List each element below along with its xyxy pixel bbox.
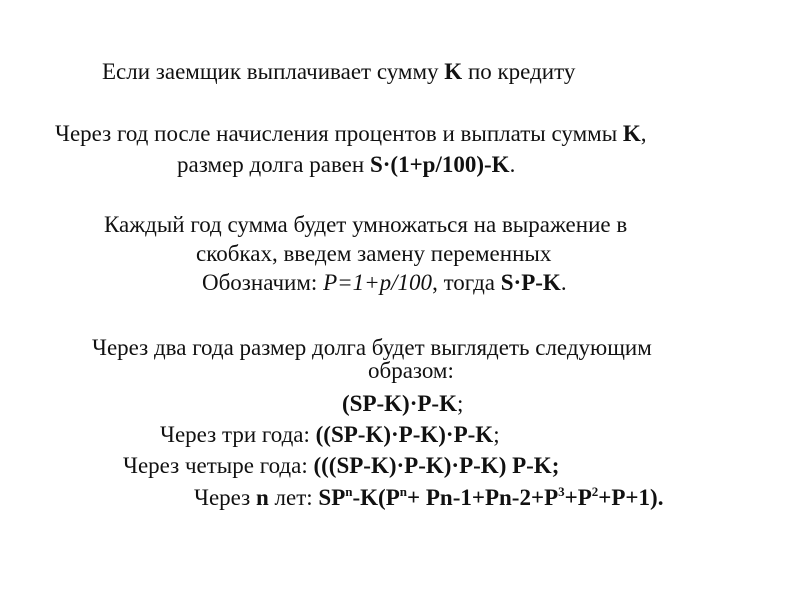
text: , xyxy=(640,121,647,146)
text: ; xyxy=(493,422,500,447)
bold-n: n xyxy=(255,485,269,510)
formula-part: +P xyxy=(564,485,592,510)
exponent: n xyxy=(345,484,353,499)
text: Если заемщик выплачивает сумму xyxy=(102,59,445,84)
text: по кредиту xyxy=(462,59,576,84)
exponent: 3 xyxy=(558,484,565,499)
text: Через xyxy=(194,485,256,510)
text: ; xyxy=(456,391,464,416)
text: Через два года размер долга будет выглядеть следующим xyxy=(92,335,652,360)
exponent: n xyxy=(399,484,407,499)
formula-part: -K(P xyxy=(352,485,400,510)
formula xyxy=(318,485,663,510)
exponent: 2 xyxy=(591,484,599,499)
text: Через год после начисления процентов и выплаты суммы xyxy=(55,121,623,146)
text: Через три года: xyxy=(160,422,316,447)
text: Через четыре года: xyxy=(123,453,314,478)
bold-k: K xyxy=(444,59,463,84)
line-4 xyxy=(104,211,627,239)
formula: S·(1+p/100)-K xyxy=(369,152,510,177)
text: . xyxy=(560,270,567,295)
line-6 xyxy=(202,269,567,297)
formula-part: SP xyxy=(318,485,346,510)
substitution-formula: P=1+p/100 xyxy=(323,270,433,295)
formula-part: + Pn-1+Pn-2+P xyxy=(407,485,559,510)
line-9 xyxy=(342,390,463,418)
text: лет: xyxy=(268,485,319,510)
formula: (SP-K)·P-K xyxy=(342,391,457,416)
text: образом: xyxy=(368,358,454,383)
bold-k: K xyxy=(622,121,641,146)
text: Обозначим: xyxy=(202,270,324,295)
line-5 xyxy=(196,240,551,268)
text: размер долга равен xyxy=(177,152,370,177)
line-3 xyxy=(177,151,515,179)
text: Каждый год сумма будет умножаться на выражение в xyxy=(104,212,628,237)
text: . xyxy=(509,152,516,177)
line-2 xyxy=(55,120,647,148)
text: , тогда xyxy=(432,270,501,295)
formula: S·P-K xyxy=(500,270,561,295)
line-8 xyxy=(368,357,454,385)
line-10 xyxy=(160,421,500,449)
text: скобках, введем замену переменных xyxy=(196,241,552,266)
formula: ((SP-K)·P-K)·P-K xyxy=(315,422,494,447)
line-1 xyxy=(102,58,575,86)
line-11 xyxy=(123,452,559,480)
line-12 xyxy=(194,484,663,512)
formula: (((SP-K)·P-K)·P-K) P-K; xyxy=(313,453,560,478)
formula-part: +P+1). xyxy=(598,485,664,510)
